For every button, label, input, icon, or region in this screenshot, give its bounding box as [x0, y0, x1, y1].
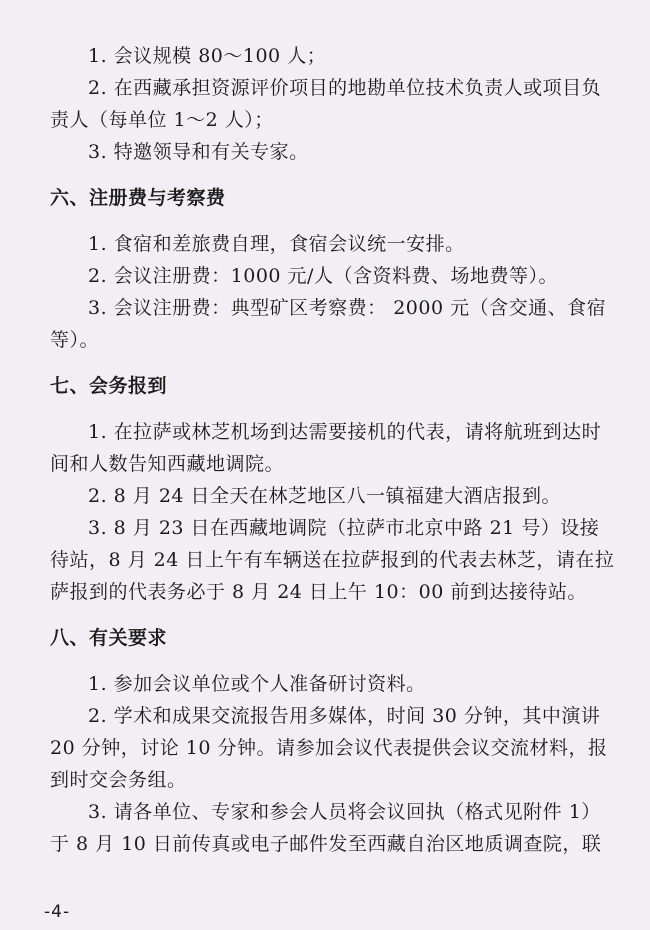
- requirements-item-2: 2. 学术和成果交流报告用多媒体，时间 30 分钟，其中演讲 20 分钟，讨论 10 分钟。请参加会议代表提供会议交流材料，报到时交会务组。: [50, 705, 608, 791]
- intro-item-1: 1. 会议规模 80～100 人；: [88, 45, 327, 67]
- section-heading-registration: 七、会务报到: [50, 375, 168, 397]
- fees-item-2: 2. 会议注册费：1000 元/人（含资料费、场地费等）。: [88, 265, 558, 287]
- page-number: -4-: [44, 902, 71, 922]
- registration-item-2: 2. 8 月 24 日全天在林芝地区八一镇福建大酒店报到。: [88, 485, 562, 507]
- registration-item-1: 1. 在拉萨或林芝机场到达需要接机的代表，请将航班到达时间和人数告知西藏地调院。: [50, 421, 602, 475]
- fees-item-1: 1. 食宿和差旅费自理，食宿会议统一安排。: [88, 233, 465, 255]
- requirements-item-3: 3. 请各单位、专家和参会人员将会议回执（格式见附件 1）于 8 月 10 日前传真或电子邮件发至西藏自治区地质调查院，联: [50, 801, 602, 855]
- fees-item-3: 3. 会议注册费：典型矿区考察费： 2000 元（含交通、食宿等）。: [50, 297, 607, 351]
- intro-item-3: 3. 特邀领导和有关专家。: [88, 141, 309, 163]
- intro-item-2: 2. 在西藏承担资源评价项目的地勘单位技术负责人或项目负责人（每单位 1～2 人）；: [50, 77, 602, 131]
- section-heading-requirements: 八、有关要求: [50, 627, 168, 649]
- document-body: [50, 40, 615, 860]
- registration-item-3: 3. 8 月 23 日在西藏地调院（拉萨市北京中路 21 号）设接待站，8 月 24 日上午有车辆送在拉萨报到的代表去林芝，请在拉萨报到的代表务必于 8 月 24 日上午 10：00 前到达接待站。: [50, 517, 615, 603]
- requirements-item-1: 1. 参加会议单位或个人准备研讨资料。: [88, 673, 426, 695]
- section-heading-fees: 六、注册费与考察费: [50, 187, 226, 209]
